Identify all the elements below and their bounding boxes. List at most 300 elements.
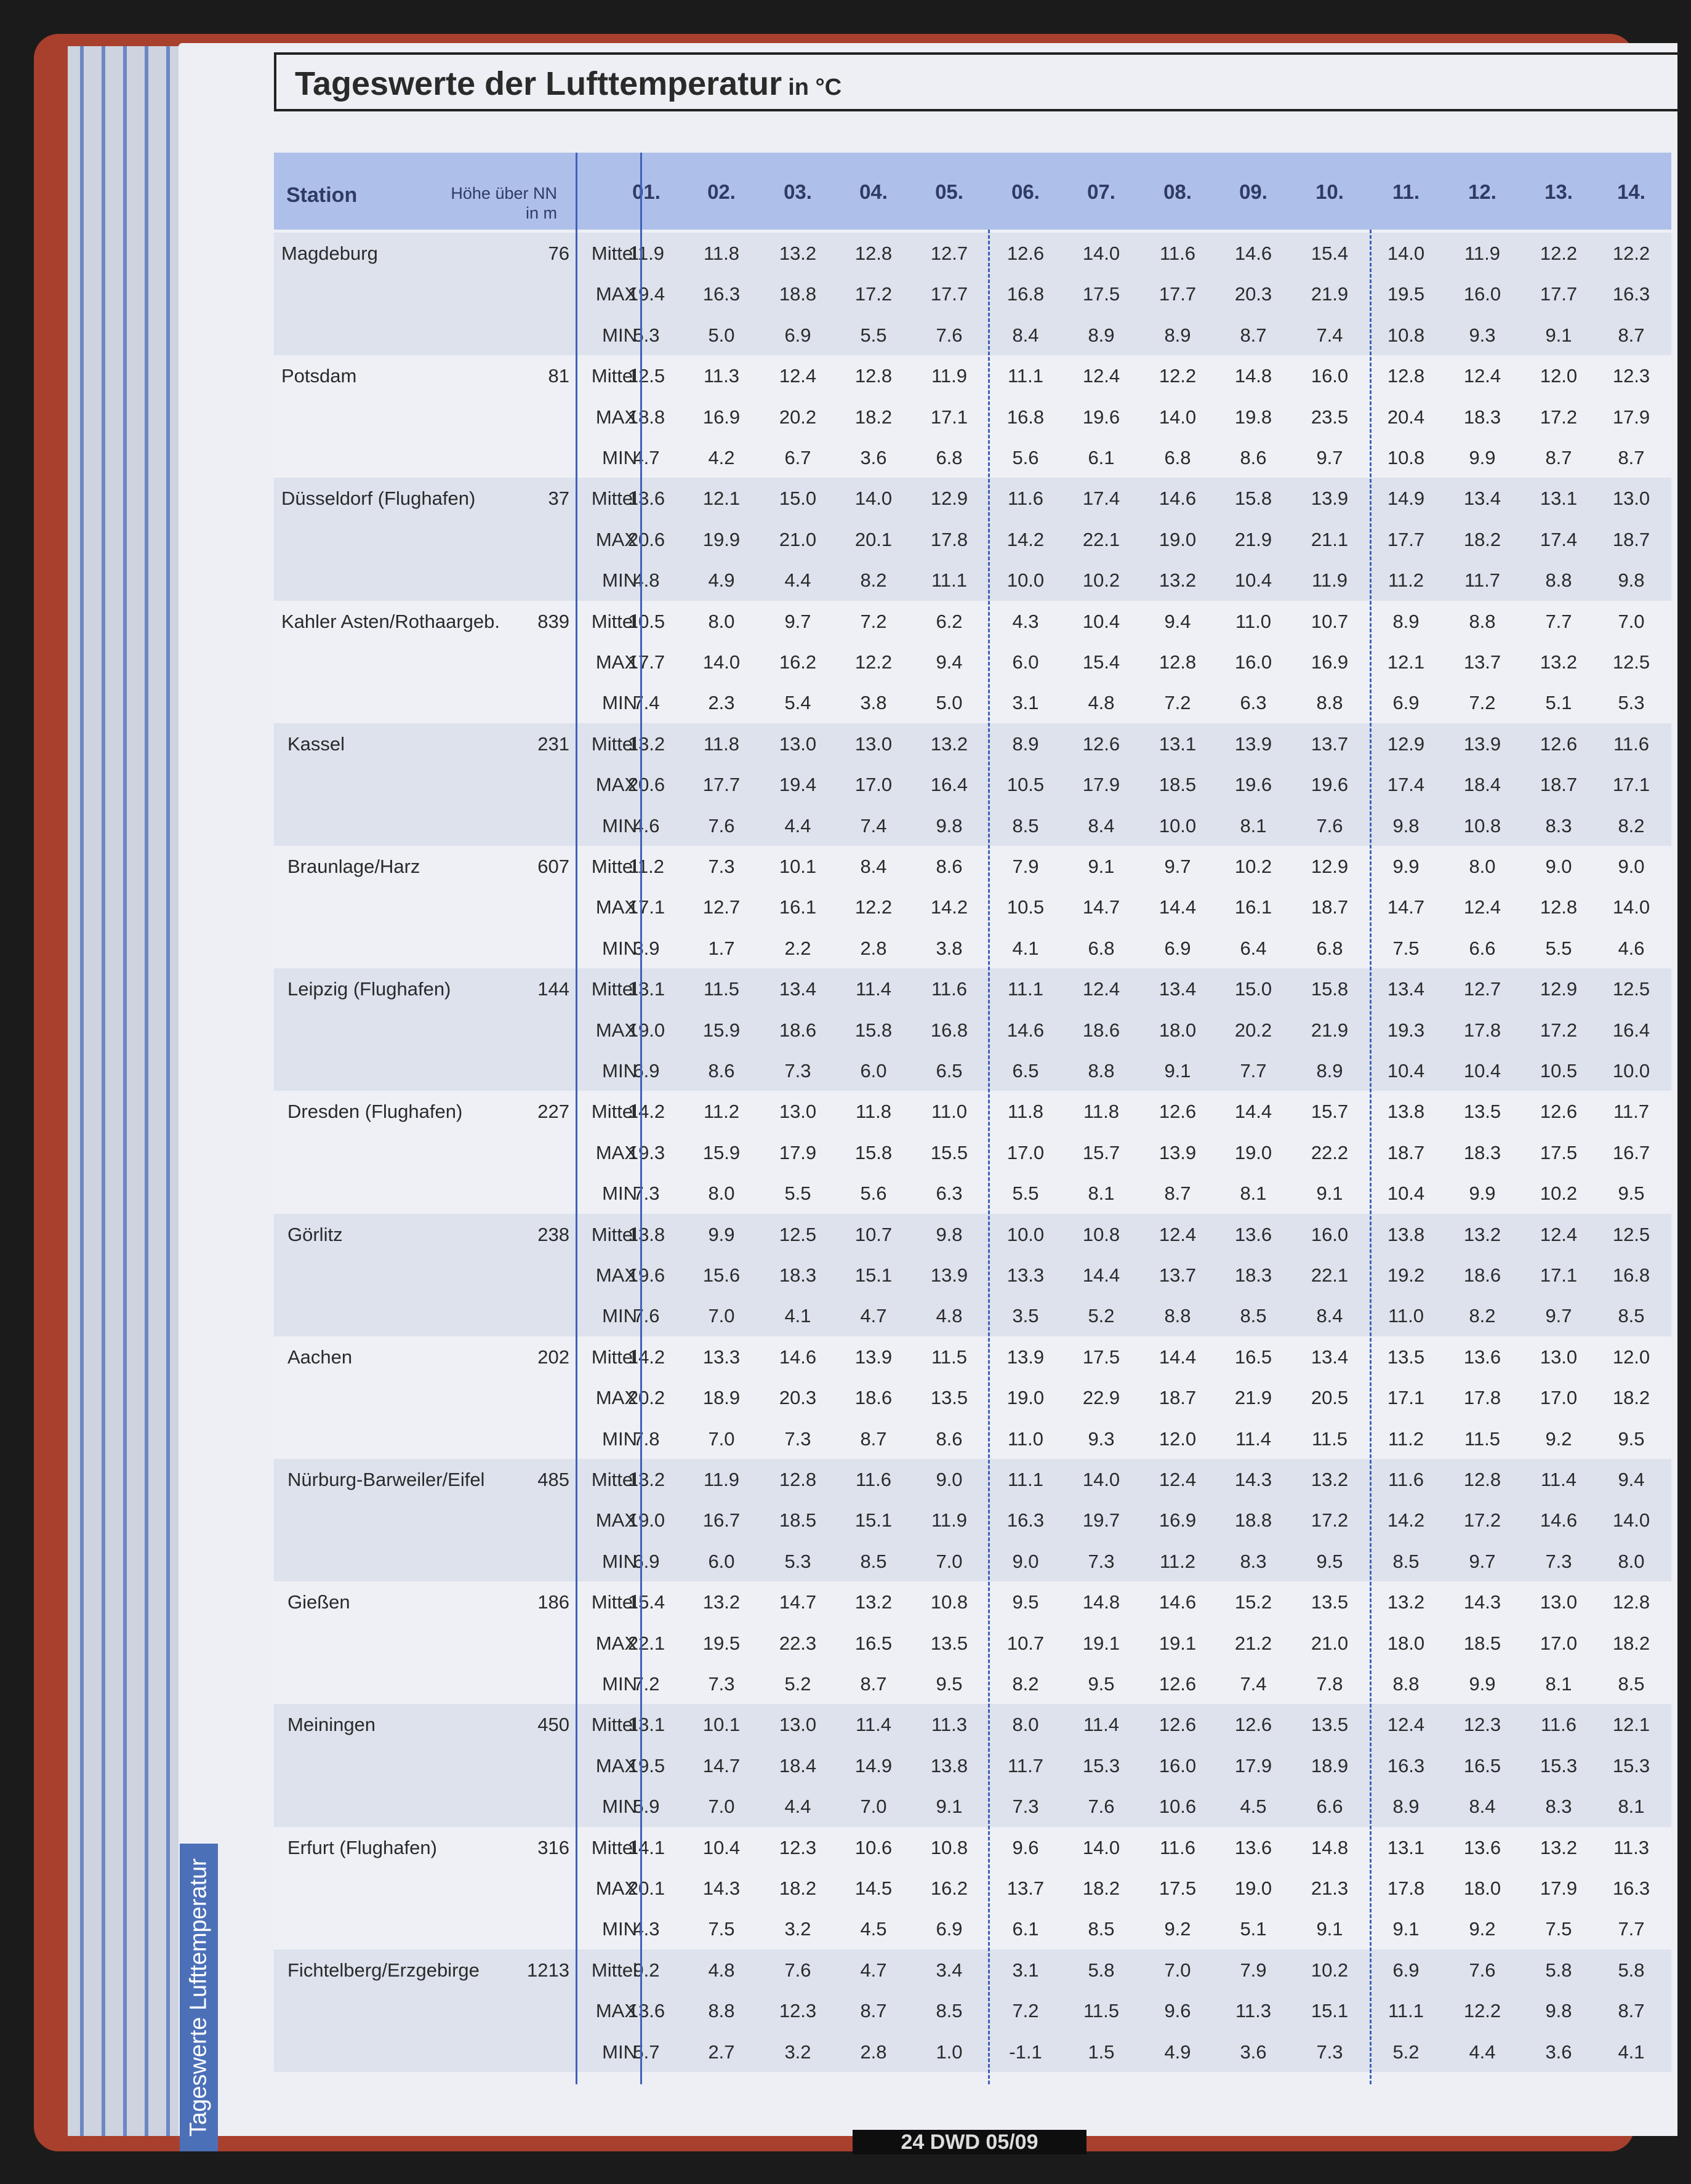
temperature-value: 12.6 <box>1159 1101 1197 1123</box>
temperature-value: 11.8 <box>1083 1101 1120 1123</box>
temperature-value: 8.2 <box>1469 1305 1496 1327</box>
temperature-value: 14.6 <box>779 1346 817 1368</box>
temperature-value: 3.5 <box>1012 1305 1039 1327</box>
temperature-value: 18.6 <box>779 1019 817 1041</box>
temperature-value: 8.4 <box>1088 814 1115 837</box>
header-day: 14. <box>1617 180 1645 203</box>
temperature-value: 21.0 <box>779 528 817 550</box>
temperature-value: 14.7 <box>779 1591 817 1613</box>
temperature-value: 12.4 <box>1463 365 1501 387</box>
temperature-value: 22.9 <box>1082 1387 1120 1409</box>
temperature-value: 11.9 <box>931 365 968 387</box>
temperature-value: 13.1 <box>1540 488 1578 510</box>
temperature-value: 13.9 <box>1311 488 1349 510</box>
temperature-value: 17.8 <box>1463 1019 1501 1041</box>
row-type-label: Mittel <box>591 1469 637 1490</box>
header-day: 07. <box>1087 180 1115 203</box>
temperature-value: 8.4 <box>1469 1796 1496 1818</box>
station-name: Aachen <box>287 1346 353 1368</box>
temperature-value: 11.1 <box>1007 978 1044 1000</box>
temperature-value: 16.9 <box>702 406 741 428</box>
temperature-value: 11.6 <box>931 978 968 1000</box>
temperature-value: 18.0 <box>1387 1632 1425 1654</box>
temperature-value: 14.6 <box>1159 1591 1197 1613</box>
temperature-value: 8.1 <box>1618 1796 1645 1818</box>
temperature-value: 16.8 <box>930 1019 968 1041</box>
temperature-value: 18.6 <box>1082 1019 1120 1041</box>
header-day: 13. <box>1544 180 1573 203</box>
temperature-value: 5.8 <box>1618 1959 1645 1981</box>
temperature-value: 15.7 <box>1311 1101 1349 1123</box>
temperature-value: 10.4 <box>702 1836 741 1858</box>
temperature-value: 12.6 <box>1234 1714 1272 1736</box>
temperature-value: 11.1 <box>1007 365 1044 387</box>
temperature-value: 19.6 <box>1234 774 1272 796</box>
temperature-value: 7.7 <box>1545 610 1572 632</box>
temperature-value: 4.4 <box>784 814 811 837</box>
temperature-value: 7.2 <box>1469 692 1496 714</box>
temperature-value: 5.3 <box>1618 692 1645 714</box>
temperature-value: 19.8 <box>1234 406 1272 428</box>
temperature-value: 12.8 <box>1159 651 1197 673</box>
temperature-value: 7.7 <box>1240 1060 1267 1082</box>
temperature-value: 5.5 <box>784 1182 811 1205</box>
row-type-label: Mittel <box>591 733 637 755</box>
temperature-value: 7.9 <box>1240 1959 1267 1981</box>
temperature-value: 14.3 <box>1463 1591 1501 1613</box>
temperature-value: 6.6 <box>1469 937 1496 959</box>
temperature-value: 7.5 <box>708 1918 735 1940</box>
temperature-value: 12.8 <box>854 243 893 264</box>
temperature-value: 7.7 <box>1618 1918 1645 1940</box>
station-altitude: 1213 <box>527 1959 569 1981</box>
header-altitude-line2: in m <box>525 204 557 222</box>
station-altitude: 839 <box>537 610 569 632</box>
temperature-value: 9.9 <box>1469 1182 1496 1205</box>
temperature-value: 5.2 <box>1088 1305 1115 1327</box>
temperature-value: 5.8 <box>1088 1959 1115 1981</box>
temperature-value: 8.2 <box>860 569 887 592</box>
temperature-value: 10.2 <box>1311 1959 1349 1981</box>
temperature-value: 7.2 <box>1164 692 1191 714</box>
temperature-value: 13.1 <box>627 1714 665 1736</box>
temperature-value: 9.9 <box>708 1223 735 1245</box>
temperature-value: 17.2 <box>1311 1509 1349 1532</box>
temperature-value: 9.9 <box>1469 1673 1496 1695</box>
temperature-value: 13.9 <box>1234 733 1272 755</box>
temperature-value: 4.6 <box>633 814 660 837</box>
temperature-value: 18.8 <box>627 406 665 428</box>
temperature-value: 17.9 <box>1234 1754 1272 1777</box>
temperature-value: 1.5 <box>1088 2041 1115 2063</box>
temperature-value: 8.4 <box>860 856 887 877</box>
temperature-value: 11.8 <box>703 243 740 264</box>
temperature-value: 8.5 <box>1618 1673 1645 1695</box>
temperature-value: 11.5 <box>1311 1427 1348 1450</box>
row-type-label: MAX <box>595 651 637 673</box>
temperature-value: 9.5 <box>1618 1427 1645 1450</box>
temperature-value: 15.8 <box>854 1019 893 1041</box>
temperature-value: 8.3 <box>1545 814 1572 837</box>
temperature-value: 8.9 <box>1164 324 1191 346</box>
row-type-label: MAX <box>595 2000 637 2022</box>
temperature-value: 16.2 <box>930 1877 968 1899</box>
temperature-value: 17.5 <box>1159 1877 1197 1899</box>
temperature-value: 8.1 <box>1240 814 1267 837</box>
temperature-value: 7.3 <box>708 1673 735 1695</box>
temperature-value: 17.2 <box>1540 1019 1578 1041</box>
temperature-value: 19.9 <box>702 528 741 550</box>
temperature-value: 4.3 <box>633 1918 660 1940</box>
row-type-label: MIN <box>602 1427 637 1450</box>
temperature-table <box>274 153 1677 2092</box>
temperature-value: 18.5 <box>779 1509 817 1532</box>
temperature-value: 4.1 <box>784 1305 811 1327</box>
row-type-label: Mittel <box>591 1223 637 1245</box>
temperature-value: 7.8 <box>633 1427 660 1450</box>
temperature-value: 12.8 <box>1463 1469 1501 1490</box>
temperature-value: 15.3 <box>1612 1754 1650 1777</box>
temperature-value: 13.2 <box>1540 651 1578 673</box>
temperature-value: 13.9 <box>1006 1346 1045 1368</box>
temperature-value: 12.2 <box>854 896 893 918</box>
temperature-value: 14.2 <box>930 896 968 918</box>
temperature-value: 7.2 <box>860 610 887 632</box>
temperature-value: 19.5 <box>627 1754 665 1777</box>
temperature-value: 3.8 <box>860 692 887 714</box>
temperature-value: 16.7 <box>702 1509 741 1532</box>
temperature-value: 13.6 <box>627 488 665 510</box>
header-day: 04. <box>859 180 888 203</box>
temperature-value: 11.2 <box>1159 1550 1196 1572</box>
temperature-value: 22.1 <box>1311 1264 1349 1286</box>
page-edges <box>68 46 188 2136</box>
header-day: 09. <box>1239 180 1267 203</box>
temperature-value: 6.9 <box>1392 692 1420 714</box>
temperature-value: 5.7 <box>633 2041 660 2063</box>
temperature-value: 16.2 <box>779 651 817 673</box>
temperature-value: 13.4 <box>1159 978 1197 1000</box>
temperature-value: 13.9 <box>1463 733 1501 755</box>
temperature-value: 8.7 <box>860 1427 887 1450</box>
row-type-label: MAX <box>595 1387 637 1409</box>
temperature-value: 20.2 <box>1234 1019 1272 1041</box>
temperature-value: 17.7 <box>627 651 665 673</box>
temperature-value: 2.7 <box>708 2041 735 2063</box>
temperature-value: 15.8 <box>854 1141 893 1163</box>
temperature-value: 14.0 <box>1082 1469 1120 1490</box>
temperature-value: 18.6 <box>854 1387 893 1409</box>
temperature-value: 8.5 <box>1088 1918 1115 1940</box>
temperature-value: 8.9 <box>1012 733 1039 755</box>
temperature-value: 5.2 <box>784 1673 811 1695</box>
temperature-value: 11.2 <box>628 856 665 877</box>
row-type-label: MAX <box>595 1509 637 1532</box>
temperature-value: -1.1 <box>1009 2041 1042 2063</box>
temperature-value: 18.2 <box>1082 1877 1120 1899</box>
temperature-value: 13.7 <box>1006 1877 1045 1899</box>
station-altitude: 450 <box>537 1714 569 1736</box>
temperature-value: 8.7 <box>860 2000 887 2022</box>
temperature-value: 17.9 <box>1540 1877 1578 1899</box>
temperature-value: 12.1 <box>1387 651 1425 673</box>
row-type-label: Mittel <box>591 856 637 877</box>
temperature-value: 6.3 <box>1240 692 1267 714</box>
temperature-value: 7.2 <box>1012 2000 1039 2022</box>
temperature-value: 19.7 <box>1082 1509 1120 1532</box>
temperature-value: 6.1 <box>1088 447 1115 468</box>
temperature-value: 10.0 <box>1612 1060 1650 1082</box>
temperature-value: 16.4 <box>930 774 968 796</box>
temperature-value: 6.1 <box>1012 1918 1039 1940</box>
temperature-value: 9.5 <box>1012 1591 1039 1613</box>
temperature-value: 14.6 <box>1006 1019 1045 1041</box>
temperature-value: 6.4 <box>1240 937 1267 959</box>
temperature-value: 9.1 <box>1316 1918 1343 1940</box>
temperature-value: 9.8 <box>1618 569 1645 592</box>
temperature-value: 9.0 <box>1545 856 1572 877</box>
temperature-value: 13.8 <box>1387 1223 1425 1245</box>
page-title <box>295 65 841 103</box>
temperature-value: 13.9 <box>930 1264 968 1286</box>
temperature-value: 13.2 <box>930 733 968 755</box>
temperature-value: 16.5 <box>1463 1754 1501 1777</box>
temperature-value: 16.9 <box>1311 651 1349 673</box>
temperature-value: 6.9 <box>936 1918 963 1940</box>
temperature-value: 3.2 <box>784 2041 811 2063</box>
temperature-value: 19.0 <box>1006 1387 1045 1409</box>
temperature-value: 17.2 <box>1463 1509 1501 1532</box>
temperature-value: 17.7 <box>1159 283 1197 305</box>
station-name: Fichtelberg/Erzgebirge <box>287 1959 480 1981</box>
temperature-value: 6.6 <box>1316 1796 1343 1818</box>
temperature-value: 7.2 <box>633 1673 660 1695</box>
temperature-value: 18.4 <box>1463 774 1501 796</box>
temperature-value: 13.4 <box>1311 1346 1349 1368</box>
row-type-label: MIN <box>602 1673 637 1695</box>
temperature-value: 8.8 <box>1469 610 1496 632</box>
temperature-value: 7.5 <box>1545 1918 1572 1940</box>
temperature-value: 8.5 <box>860 1550 887 1572</box>
temperature-value: 13.5 <box>1311 1591 1349 1613</box>
temperature-value: 11.0 <box>931 1101 968 1123</box>
station-name: Meiningen <box>287 1714 376 1736</box>
temperature-value: 6.9 <box>633 1550 660 1572</box>
temperature-value: 18.0 <box>1159 1019 1197 1041</box>
temperature-value: 12.7 <box>1463 978 1501 1000</box>
temperature-value: 21.9 <box>1311 283 1349 305</box>
temperature-value: 10.8 <box>1387 447 1425 468</box>
temperature-value: 14.4 <box>1234 1101 1272 1123</box>
station-name: Braunlage/Harz <box>287 856 420 877</box>
temperature-value: 14.5 <box>854 1877 893 1899</box>
row-type-label: Mittel <box>591 1959 637 1981</box>
temperature-value: 12.7 <box>930 243 968 264</box>
temperature-value: 19.5 <box>702 1632 741 1654</box>
temperature-value: 12.0 <box>1612 1346 1650 1368</box>
temperature-value: 9.9 <box>1469 447 1496 468</box>
temperature-value: 4.8 <box>708 1959 735 1981</box>
temperature-value: 10.5 <box>1540 1060 1578 1082</box>
temperature-value: 17.2 <box>1540 406 1578 428</box>
temperature-value: 6.5 <box>1012 1060 1039 1082</box>
station-altitude: 144 <box>537 978 569 1000</box>
temperature-value: 13.4 <box>1387 978 1425 1000</box>
temperature-value: 9.6 <box>1164 2000 1191 2022</box>
temperature-value: 4.8 <box>633 569 660 592</box>
header-day: 10. <box>1315 180 1344 203</box>
temperature-value: 5.0 <box>936 692 963 714</box>
temperature-value: 8.8 <box>1316 692 1343 714</box>
temperature-value: 11.7 <box>1613 1101 1650 1123</box>
temperature-value: 7.6 <box>1088 1796 1115 1818</box>
temperature-value: 7.0 <box>1618 610 1645 632</box>
title-text: Tageswerte der Lufttemperatur <box>295 65 782 102</box>
temperature-value: 8.3 <box>1545 1796 1572 1818</box>
temperature-value: 13.5 <box>930 1632 968 1654</box>
temperature-value: 5.5 <box>860 324 887 346</box>
temperature-value: 12.9 <box>1387 733 1425 755</box>
temperature-value: 16.8 <box>1006 406 1045 428</box>
temperature-value: 8.6 <box>708 1060 735 1082</box>
station-name: Potsdam <box>281 365 357 387</box>
temperature-value: 12.3 <box>779 2000 817 2022</box>
temperature-value: 13.1 <box>627 978 665 1000</box>
temperature-value: 11.4 <box>1083 1714 1120 1736</box>
temperature-value: 1.7 <box>708 937 735 959</box>
temperature-value: 14.4 <box>1082 1264 1120 1286</box>
temperature-value: 6.9 <box>784 324 811 346</box>
temperature-value: 5.1 <box>1240 1918 1267 1940</box>
temperature-value: 4.5 <box>860 1918 887 1940</box>
temperature-value: 15.0 <box>1234 978 1272 1000</box>
temperature-value: 8.0 <box>1469 856 1496 877</box>
temperature-value: 19.6 <box>1082 406 1120 428</box>
header-day: 05. <box>935 180 963 203</box>
temperature-value: 15.1 <box>854 1509 893 1532</box>
temperature-value: 9.1 <box>1316 1182 1343 1205</box>
temperature-value: 15.2 <box>1234 1591 1272 1613</box>
temperature-value: 7.0 <box>708 1427 735 1450</box>
temperature-value: 12.8 <box>854 365 893 387</box>
temperature-value: 6.9 <box>633 1060 660 1082</box>
temperature-value: 6.8 <box>936 447 963 468</box>
temperature-value: 7.6 <box>784 1959 811 1981</box>
temperature-value: 12.4 <box>1159 1469 1197 1490</box>
temperature-value: 18.9 <box>1311 1754 1349 1777</box>
temperature-value: 14.6 <box>1540 1509 1578 1532</box>
station-altitude: 316 <box>537 1836 569 1858</box>
temperature-value: 13.2 <box>854 1591 893 1613</box>
temperature-value: 17.1 <box>1540 1264 1578 1286</box>
temperature-value: 8.0 <box>708 1182 735 1205</box>
row-type-label: MIN <box>602 1550 637 1572</box>
temperature-value: 13.3 <box>702 1346 741 1368</box>
temperature-value: 3.1 <box>1012 692 1039 714</box>
temperature-value: 20.2 <box>627 1387 665 1409</box>
temperature-value: 8.0 <box>708 610 735 632</box>
station-altitude: 186 <box>537 1591 569 1613</box>
temperature-value: 13.4 <box>779 978 817 1000</box>
temperature-value: 14.6 <box>1159 488 1197 510</box>
temperature-value: 18.2 <box>1463 528 1501 550</box>
temperature-value: 3.6 <box>860 447 887 468</box>
temperature-value: 13.2 <box>1311 1469 1349 1490</box>
temperature-value: 9.5 <box>1088 1673 1115 1695</box>
temperature-value: 4.3 <box>1012 610 1039 632</box>
temperature-value: 14.8 <box>1082 1591 1120 1613</box>
temperature-value: 17.8 <box>930 528 968 550</box>
temperature-value: 14.0 <box>702 651 741 673</box>
temperature-value: 7.5 <box>1392 937 1420 959</box>
temperature-value: 4.8 <box>936 1305 963 1327</box>
temperature-value: 19.1 <box>1159 1632 1197 1654</box>
section-tab-label: Tageswerte Lufttemperatur <box>185 1858 212 2137</box>
temperature-value: 8.6 <box>1240 447 1267 468</box>
temperature-value: 12.4 <box>779 365 817 387</box>
temperature-value: 8.7 <box>1618 447 1645 468</box>
temperature-value: 13.8 <box>627 1223 665 1245</box>
temperature-value: 13.2 <box>627 1469 665 1490</box>
temperature-value: 12.8 <box>1387 365 1425 387</box>
temperature-value: 3.6 <box>1545 2041 1572 2063</box>
temperature-value: 22.1 <box>1082 528 1120 550</box>
temperature-value: 15.5 <box>930 1141 968 1163</box>
temperature-value: 11.3 <box>1613 1836 1650 1858</box>
temperature-value: 17.0 <box>1540 1387 1578 1409</box>
row-type-label: MIN <box>602 569 637 592</box>
temperature-value: 12.1 <box>1612 1714 1650 1736</box>
row-type-label: MIN <box>602 1796 637 1818</box>
temperature-value: 12.9 <box>930 488 968 510</box>
temperature-value: 9.7 <box>1316 447 1343 468</box>
temperature-value: 17.1 <box>627 896 665 918</box>
temperature-value: 12.8 <box>1612 1591 1650 1613</box>
temperature-value: 18.5 <box>1159 774 1197 796</box>
temperature-value: 10.2 <box>1540 1182 1578 1205</box>
temperature-value: 18.7 <box>1612 528 1650 550</box>
temperature-value: 13.7 <box>1311 733 1349 755</box>
temperature-value: 8.7 <box>1240 324 1267 346</box>
temperature-value: 10.5 <box>1006 896 1045 918</box>
temperature-value: 17.5 <box>1540 1141 1578 1163</box>
temperature-value: 7.6 <box>708 814 735 837</box>
temperature-value: 14.8 <box>1311 1836 1349 1858</box>
temperature-value: 12.6 <box>1159 1714 1197 1736</box>
temperature-value: 11.8 <box>703 733 740 755</box>
temperature-value: 8.9 <box>1392 1796 1420 1818</box>
temperature-value: 5.3 <box>633 324 660 346</box>
temperature-value: 9.5 <box>936 1673 963 1695</box>
temperature-value: 22.1 <box>627 1632 665 1654</box>
temperature-value: 13.7 <box>1159 1264 1197 1286</box>
temperature-value: 21.2 <box>1234 1632 1272 1654</box>
temperature-value: 10.0 <box>1159 814 1197 837</box>
temperature-value: 8.8 <box>1088 1060 1115 1082</box>
temperature-value: 12.5 <box>1612 1223 1650 1245</box>
temperature-value: 1.0 <box>936 2041 963 2063</box>
temperature-value: 10.4 <box>1234 569 1272 592</box>
temperature-value: 11.2 <box>1388 569 1424 592</box>
station-altitude: 202 <box>537 1346 569 1368</box>
temperature-value: 10.4 <box>1387 1182 1425 1205</box>
temperature-value: 17.1 <box>1387 1387 1425 1409</box>
temperature-value: 9.2 <box>633 1959 660 1981</box>
temperature-value: 15.3 <box>1540 1754 1578 1777</box>
row-type-label: MIN <box>602 937 637 959</box>
temperature-value: 4.7 <box>633 447 660 468</box>
temperature-value: 13.2 <box>1463 1223 1501 1245</box>
